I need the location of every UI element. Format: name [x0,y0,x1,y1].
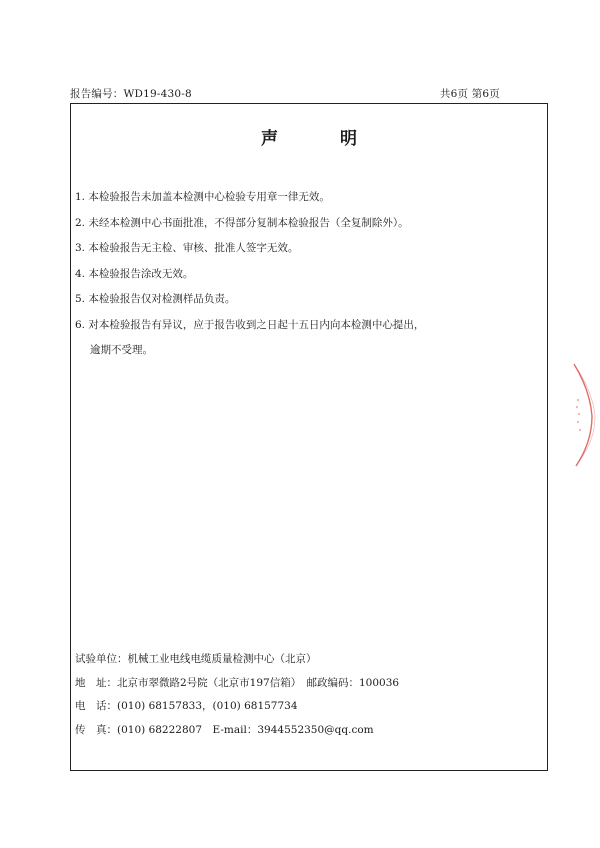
phone-row [75,699,535,723]
address-label: 地 址： [75,676,117,689]
fax-value: (010) 68222807 E-mail：3944552350@qq.com [117,723,374,736]
page-title: 声明 [261,129,419,149]
declaration-item: 4. 本检验报告涂改无效。 [75,267,194,280]
fax-label: 传 真： [75,723,117,736]
declaration-item: 1. 本检验报告未加盖本检测中心检验专用章一律无效。 [75,191,330,203]
report-number: 报告编号：WD19-430-8 [70,88,192,100]
seal-stamp-fragment [566,360,600,470]
test-unit-row [75,652,535,676]
declaration-item: 2. 未经本检测中心书面批准，不得部分复制本检验报告（全复制除外）。 [75,216,409,229]
declaration-item: 3. 本检验报告无主检、审核、批准人签字无效。 [75,242,299,254]
address-row [75,676,535,700]
test-unit-value: 机械工业电线电缆质量检测中心（北京） [127,653,317,665]
fax-row [75,723,535,747]
phone-value: (010) 68157833，(010) 68157734 [117,700,298,712]
declaration-frame [70,103,548,771]
declaration-list [75,190,535,356]
page-count: 共6页 第6页 [439,88,500,100]
declaration-item: 5. 本检验报告仅对检测样品负责。 [75,293,236,305]
declaration-item: 6. 对本检验报告有异议，应于报告收到之日起十五日内向本检测中心提出， 逾期不受理。 [75,318,535,344]
address-value: 北京市翠微路2号院（北京市197信箱） 邮政编码：100036 [117,676,400,689]
contact-info [75,652,535,746]
phone-label: 电 话： [75,700,117,712]
declaration-item-continuation: 逾期不受理。 [90,343,153,356]
test-unit-label: 试验单位： [75,653,128,665]
